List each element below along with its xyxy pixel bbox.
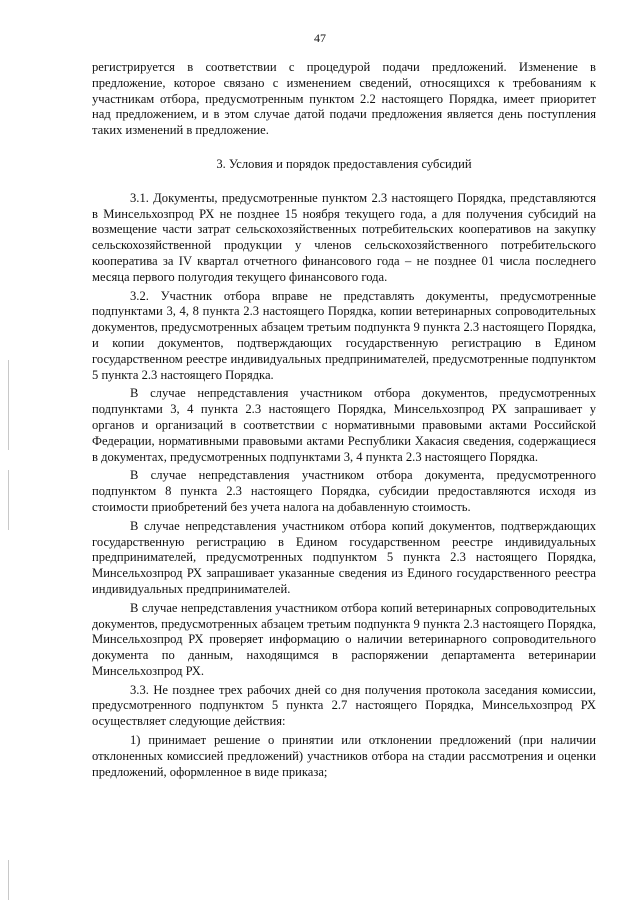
page-number: 47 — [314, 31, 326, 45]
paragraph-3-2-b: В случае непредставления участником отбора документа, предусмотренного подпунктом 8 пункта 2.3 настоящего Порядка, субсидии предоставляются исходя из стоимости приобретений без учета налога на добавленную стоимость. — [92, 468, 596, 514]
paragraph-3-3: 3.3. Не позднее трех рабочих дней со дня получения протокола заседания комиссии, предусмотренного подпунктом 5 пункта 2.7 настоящего Порядка, Минсельхозпрод РХ осуществляет следующие действия: — [92, 682, 596, 729]
scan-edge-mark — [8, 470, 9, 530]
paragraph-3-2-a: В случае непредставления участником отбора документов, предусмотренных подпунктами 3, 4 пункта 2.3 настоящего Порядка, Минсельхозпрод РХ запрашивает у органов и организаций в соответствии с нормативными правовыми актами Российской Федерации, нормативными правовыми актами Республики Хакасия сведения, содержащиеся в документах, предусмотренных подпунктами 3, 4 пункта 2.3 настоящего Порядка. — [92, 386, 596, 464]
paragraph-3-2-c: В случае непредставления участником отбора копий документов, подтверждающих государственную регистрацию в Едином государственном реестре индивидуальных предпринимателей, предусмотренных подпунктом 5 пункта 2.3 настоящего Порядка, Минсельхозпрод РХ запрашивает указанные сведения из Единого государственного реестра индивидуальных предпринимателей. — [92, 518, 596, 596]
section-heading: 3. Условия и порядок предоставления субсидий — [216, 156, 472, 171]
paragraph-3-3-1: 1) принимает решение о принятии или отклонении предложений (при наличии отклоненных комиссией предложений) участников отбора на стадии рассмотрения и оценки предложений, оформленное в виде приказа; — [92, 733, 596, 779]
document-body — [92, 60, 596, 780]
paragraph-3-1: 3.1. Документы, предусмотренные пунктом 2.3 настоящего Порядка, представляются в Минсельхозпрод РХ не позднее 15 ноября текущего года, а для получения субсидий на возмещение части затрат сельскохозяйственных потребительских кооперативов на закупку сельскохозяйственной продукции у членов сельскохозяйственного потребительского кооператива за IV квартал отчетного финансового года – не позднее 01 числа последнего месяца первого полугодия текущего финансового года. — [92, 190, 596, 284]
paragraph-3-2: 3.2. Участник отбора вправе не представлять документы, предусмотренные подпунктами 3, 4, 8 пункта 2.3 настоящего Порядка, копии ветеринарных сопроводительных документов, предусмотренных абзацем третьим подпункта 9 пункта 2.3 настоящего Порядка, и копии документов, подтверждающих государственную регистрацию в Едином государственном реестре индивидуальных предпринимателей, предусмотренные подпунктом 5 пункта 2.3 настоящего Порядка. — [92, 288, 596, 382]
paragraph-continuation: регистрируется в соответствии с процедурой подачи предложений. Изменение в предложение, которое связано с изменением сведений, относящихся к требованиям к участникам отбора, предусмотренным пунктом 2.2 настоящего Порядка, имеет приоритет над предложением, и в этом случае датой подачи предложения является день поступления таких изменений в предложение. — [92, 60, 596, 138]
scan-edge-mark — [8, 860, 9, 900]
paragraph-3-2-d: В случае непредставления участником отбора копий ветеринарных сопроводительных документов, предусмотренных абзацем третьим подпункта 9 пункта 2.3 настоящего Порядка, Минсельхозпрод РХ проверяет информацию о наличии ветеринарного сопроводительного документа по данным, находящимся в распоряжении департамента ветеринарии Минсельхозпрод РХ. — [92, 600, 596, 678]
scan-edge-mark — [8, 360, 9, 450]
